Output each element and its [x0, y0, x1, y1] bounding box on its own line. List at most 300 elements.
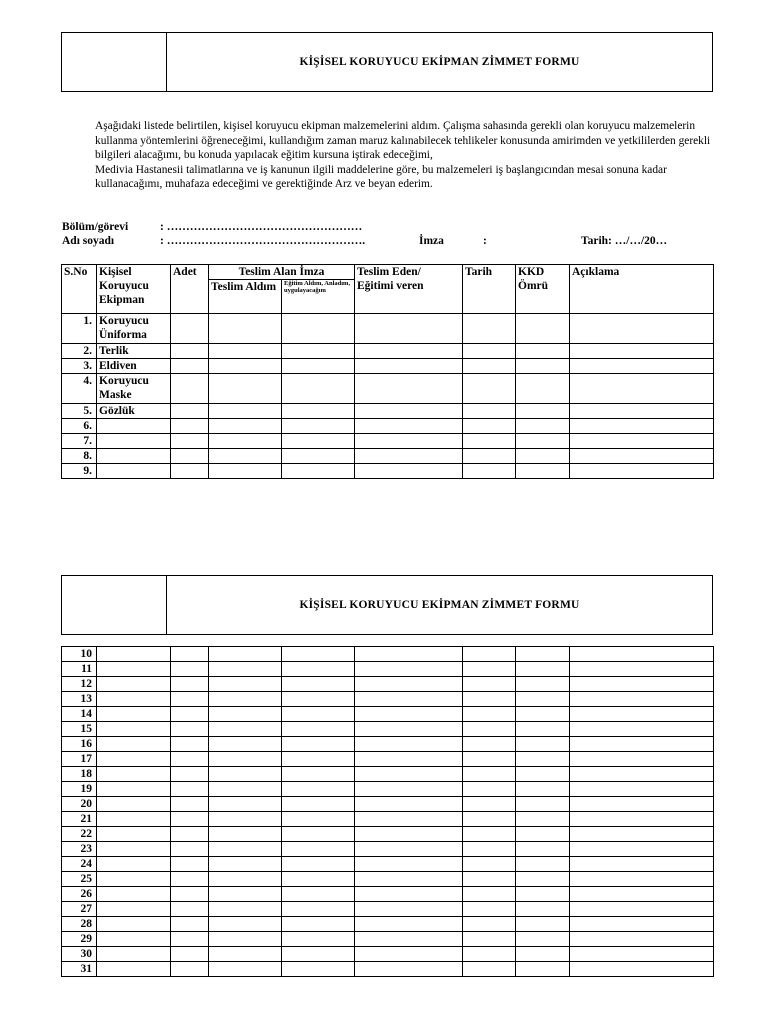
cell-adet[interactable] — [171, 737, 209, 752]
cell-egitim[interactable] — [282, 314, 355, 344]
cell-tarih[interactable] — [463, 449, 516, 464]
cell-aciklama[interactable] — [570, 737, 714, 752]
cell-teslim-aldim[interactable] — [209, 359, 282, 374]
row-number: 11 — [62, 662, 97, 677]
row-number: 31 — [62, 962, 97, 977]
cell-egitim[interactable] — [282, 752, 355, 767]
cell-aciklama[interactable] — [570, 902, 714, 917]
cell-egitim[interactable] — [282, 449, 355, 464]
row-number: 4. — [62, 374, 97, 404]
cell-kkd[interactable] — [516, 917, 570, 932]
table-row — [62, 812, 714, 827]
row-number: 19 — [62, 782, 97, 797]
cell-egitim[interactable] — [282, 842, 355, 857]
cell-teslim-aldim[interactable] — [209, 374, 282, 404]
cell-kkd[interactable] — [516, 707, 570, 722]
cell-egitim[interactable] — [282, 767, 355, 782]
cell-teslim-eden[interactable] — [355, 962, 463, 977]
cell-teslim-eden[interactable] — [355, 842, 463, 857]
cell-egitim[interactable] — [282, 722, 355, 737]
department-value[interactable]: : …………………………………………… — [160, 221, 363, 233]
row-number: 26 — [62, 887, 97, 902]
row-number: 16 — [62, 737, 97, 752]
cell-teslim-aldim[interactable] — [209, 737, 282, 752]
cell-aciklama[interactable] — [570, 662, 714, 677]
cell-teslim-eden[interactable] — [355, 647, 463, 662]
cell-teslim-eden[interactable] — [355, 902, 463, 917]
cell-teslim-eden[interactable] — [355, 767, 463, 782]
cell-kkd[interactable] — [516, 344, 570, 359]
cell-item[interactable] — [97, 797, 171, 812]
cell-adet[interactable] — [171, 782, 209, 797]
cell-teslim-eden[interactable] — [355, 857, 463, 872]
row-number: 27 — [62, 902, 97, 917]
cell-teslim-eden[interactable] — [355, 359, 463, 374]
signature-value[interactable]: : — [483, 235, 487, 247]
cell-adet[interactable] — [171, 857, 209, 872]
cell-teslim-aldim[interactable] — [209, 692, 282, 707]
cell-aciklama[interactable] — [570, 344, 714, 359]
cell-adet[interactable] — [171, 464, 209, 479]
cell-aciklama[interactable] — [570, 647, 714, 662]
cell-tarih[interactable] — [463, 812, 516, 827]
cell-teslim-aldim[interactable] — [209, 797, 282, 812]
row-number: 15 — [62, 722, 97, 737]
cell-item[interactable] — [97, 752, 171, 767]
cell-egitim[interactable] — [282, 827, 355, 842]
cell-aciklama[interactable] — [570, 677, 714, 692]
cell-kkd[interactable] — [516, 449, 570, 464]
cell-egitim[interactable] — [282, 344, 355, 359]
cell-kkd[interactable] — [516, 374, 570, 404]
cell-kkd[interactable] — [516, 887, 570, 902]
cell-aciklama[interactable] — [570, 797, 714, 812]
cell-egitim[interactable] — [282, 812, 355, 827]
cell-item[interactable] — [97, 692, 171, 707]
cell-teslim-aldim[interactable] — [209, 722, 282, 737]
cell-aciklama[interactable] — [570, 917, 714, 932]
cell-kkd[interactable] — [516, 647, 570, 662]
cell-aciklama[interactable] — [570, 812, 714, 827]
cell-tarih[interactable] — [463, 692, 516, 707]
cell-tarih[interactable] — [463, 962, 516, 977]
cell-item[interactable] — [97, 887, 171, 902]
cell-teslim-aldim[interactable] — [209, 434, 282, 449]
cell-tarih[interactable] — [463, 887, 516, 902]
cell-teslim-eden[interactable] — [355, 752, 463, 767]
table-row — [62, 707, 714, 722]
cell-adet[interactable] — [171, 872, 209, 887]
row-number: 18 — [62, 767, 97, 782]
cell-teslim-eden[interactable] — [355, 812, 463, 827]
cell-tarih[interactable] — [463, 857, 516, 872]
cell-teslim-eden[interactable] — [355, 677, 463, 692]
cell-teslim-aldim[interactable] — [209, 752, 282, 767]
cell-teslim-eden[interactable] — [355, 872, 463, 887]
table-row — [62, 962, 714, 977]
cell-teslim-aldim[interactable] — [209, 872, 282, 887]
row-number: 14 — [62, 707, 97, 722]
header-teslim-alan: Teslim Alan İmza — [209, 265, 355, 280]
table-row — [62, 767, 714, 782]
cell-kkd[interactable] — [516, 404, 570, 419]
table-row — [62, 782, 714, 797]
cell-tarih[interactable] — [463, 752, 516, 767]
cell-teslim-aldim[interactable] — [209, 782, 282, 797]
cell-item[interactable] — [97, 722, 171, 737]
cell-teslim-eden[interactable] — [355, 797, 463, 812]
cell-item[interactable] — [97, 857, 171, 872]
signature-label: İmza — [419, 235, 444, 247]
header-sno: S.No — [62, 265, 97, 314]
cell-teslim-aldim[interactable] — [209, 404, 282, 419]
cell-egitim[interactable] — [282, 902, 355, 917]
cell-kkd[interactable] — [516, 827, 570, 842]
row-number: 2. — [62, 344, 97, 359]
cell-adet[interactable] — [171, 344, 209, 359]
cell-kkd[interactable] — [516, 434, 570, 449]
cell-adet[interactable] — [171, 419, 209, 434]
table-row — [62, 947, 714, 962]
cell-aciklama[interactable] — [570, 359, 714, 374]
cell-teslim-eden[interactable] — [355, 947, 463, 962]
cell-adet[interactable] — [171, 314, 209, 344]
cell-tarih[interactable] — [463, 662, 516, 677]
row-item: Eldiven — [97, 359, 171, 374]
cell-tarih[interactable] — [463, 722, 516, 737]
header-adet: Adet — [171, 265, 209, 314]
cell-adet[interactable] — [171, 359, 209, 374]
cell-teslim-eden[interactable] — [355, 374, 463, 404]
form-header — [61, 32, 713, 92]
cell-teslim-aldim[interactable] — [209, 962, 282, 977]
cell-adet[interactable] — [171, 707, 209, 722]
table-row — [62, 314, 714, 344]
cell-kkd[interactable] — [516, 782, 570, 797]
cell-teslim-eden[interactable] — [355, 917, 463, 932]
cell-aciklama[interactable] — [570, 707, 714, 722]
cell-teslim-eden[interactable] — [355, 707, 463, 722]
cell-aciklama[interactable] — [570, 782, 714, 797]
cell-egitim[interactable] — [282, 917, 355, 932]
cell-tarih[interactable] — [463, 782, 516, 797]
cell-egitim[interactable] — [282, 647, 355, 662]
cell-aciklama[interactable] — [570, 887, 714, 902]
cell-tarih[interactable] — [463, 419, 516, 434]
cell-tarih[interactable] — [463, 344, 516, 359]
row-number: 28 — [62, 917, 97, 932]
table-row — [62, 344, 714, 359]
cell-kkd[interactable] — [516, 359, 570, 374]
cell-teslim-aldim[interactable] — [209, 767, 282, 782]
cell-tarih[interactable] — [463, 917, 516, 932]
cell-adet[interactable] — [171, 434, 209, 449]
cell-kkd[interactable] — [516, 872, 570, 887]
cell-egitim[interactable] — [282, 797, 355, 812]
cell-item[interactable] — [97, 932, 171, 947]
cell-item[interactable] — [97, 917, 171, 932]
cell-adet[interactable] — [171, 692, 209, 707]
cell-aciklama[interactable] — [570, 404, 714, 419]
cell-adet[interactable] — [171, 932, 209, 947]
cell-adet[interactable] — [171, 917, 209, 932]
cell-kkd[interactable] — [516, 962, 570, 977]
cell-tarih[interactable] — [463, 404, 516, 419]
cell-teslim-eden[interactable] — [355, 827, 463, 842]
cell-egitim[interactable] — [282, 464, 355, 479]
cell-kkd[interactable] — [516, 932, 570, 947]
cell-teslim-aldim[interactable] — [209, 842, 282, 857]
department-label: Bölüm/görevi — [62, 221, 129, 233]
date-field[interactable]: Tarih: …/…/20… — [581, 235, 668, 247]
cell-teslim-aldim[interactable] — [209, 707, 282, 722]
cell-egitim[interactable] — [282, 737, 355, 752]
cell-item[interactable] — [97, 812, 171, 827]
cell-kkd[interactable] — [516, 722, 570, 737]
cell-egitim[interactable] — [282, 947, 355, 962]
cell-tarih[interactable] — [463, 932, 516, 947]
table-row — [62, 434, 714, 449]
cell-teslim-aldim[interactable] — [209, 314, 282, 344]
cell-aciklama[interactable] — [570, 722, 714, 737]
cell-adet[interactable] — [171, 662, 209, 677]
cell-kkd[interactable] — [516, 314, 570, 344]
cell-aciklama[interactable] — [570, 692, 714, 707]
cell-adet[interactable] — [171, 767, 209, 782]
cell-kkd[interactable] — [516, 767, 570, 782]
cell-item[interactable] — [97, 647, 171, 662]
cell-kkd[interactable] — [516, 812, 570, 827]
cell-tarih[interactable] — [463, 314, 516, 344]
cell-adet[interactable] — [171, 647, 209, 662]
cell-egitim[interactable] — [282, 932, 355, 947]
cell-item[interactable] — [97, 767, 171, 782]
cell-item[interactable] — [97, 737, 171, 752]
name-value[interactable]: : ……………………………………………. — [160, 235, 366, 247]
cell-egitim[interactable] — [282, 404, 355, 419]
row-number: 1. — [62, 314, 97, 344]
cell-aciklama[interactable] — [570, 752, 714, 767]
table-row — [62, 692, 714, 707]
cell-kkd[interactable] — [516, 857, 570, 872]
cell-item[interactable] — [97, 872, 171, 887]
table-row — [62, 872, 714, 887]
cell-item[interactable] — [97, 782, 171, 797]
cell-kkd[interactable] — [516, 842, 570, 857]
cell-tarih[interactable] — [463, 737, 516, 752]
row-number: 30 — [62, 947, 97, 962]
cell-aciklama[interactable] — [570, 827, 714, 842]
row-number: 3. — [62, 359, 97, 374]
cell-tarih[interactable] — [463, 374, 516, 404]
cell-item[interactable] — [97, 827, 171, 842]
cell-teslim-eden[interactable] — [355, 434, 463, 449]
cell-item[interactable] — [97, 902, 171, 917]
cell-tarih[interactable] — [463, 902, 516, 917]
cell-kkd[interactable] — [516, 752, 570, 767]
cell-adet[interactable] — [171, 449, 209, 464]
cell-teslim-aldim[interactable] — [209, 827, 282, 842]
cell-teslim-aldim[interactable] — [209, 464, 282, 479]
table-row — [62, 932, 714, 947]
cell-egitim[interactable] — [282, 962, 355, 977]
cell-tarih[interactable] — [463, 842, 516, 857]
cell-kkd[interactable] — [516, 902, 570, 917]
cell-aciklama[interactable] — [570, 464, 714, 479]
cell-teslim-eden[interactable] — [355, 404, 463, 419]
cell-egitim[interactable] — [282, 419, 355, 434]
cell-tarih[interactable] — [463, 464, 516, 479]
header-teslim-eden: Teslim Eden/ Eğitimi veren — [355, 265, 463, 314]
table-row — [62, 677, 714, 692]
declaration-paragraph-1: Aşağıdaki listede belirtilen, kişisel koruyucu ekipman malzemelerini aldım. Çalışma sahasında gerekli olan koruyucu malzemelerin kullanma yöntemlerini öğreneceğimi, kullandığım zaman maruz kalınabilecek tehlikeler konusunda amirimden ve yetkililerden gerekli bilgileri alacağımı, bu konuda yapılacak eğitim kursuna iştirak edeceğimi, — [95, 120, 711, 162]
header-kkd: KKD Ömrü — [516, 265, 570, 314]
cell-egitim[interactable] — [282, 872, 355, 887]
cell-egitim[interactable] — [282, 782, 355, 797]
cell-aciklama[interactable] — [570, 374, 714, 404]
cell-teslim-eden[interactable] — [355, 932, 463, 947]
cell-teslim-aldim[interactable] — [209, 812, 282, 827]
declaration-text — [62, 119, 712, 192]
equipment-table-continued — [61, 646, 714, 977]
header-aciklama: Açıklama — [570, 265, 714, 314]
cell-aciklama[interactable] — [570, 419, 714, 434]
cell-teslim-aldim[interactable] — [209, 887, 282, 902]
cell-teslim-eden[interactable] — [355, 314, 463, 344]
cell-teslim-eden[interactable] — [355, 662, 463, 677]
cell-teslim-aldim[interactable] — [209, 932, 282, 947]
cell-teslim-aldim[interactable] — [209, 857, 282, 872]
cell-aciklama[interactable] — [570, 872, 714, 887]
cell-egitim[interactable] — [282, 434, 355, 449]
cell-kkd[interactable] — [516, 464, 570, 479]
cell-tarih[interactable] — [463, 359, 516, 374]
cell-teslim-eden[interactable] — [355, 782, 463, 797]
cell-teslim-eden[interactable] — [355, 419, 463, 434]
cell-adet[interactable] — [171, 374, 209, 404]
cell-aciklama[interactable] — [570, 767, 714, 782]
cell-egitim[interactable] — [282, 662, 355, 677]
cell-adet[interactable] — [171, 797, 209, 812]
cell-aciklama[interactable] — [570, 842, 714, 857]
cell-egitim[interactable] — [282, 707, 355, 722]
cell-egitim[interactable] — [282, 359, 355, 374]
cell-teslim-eden[interactable] — [355, 737, 463, 752]
cell-aciklama[interactable] — [570, 314, 714, 344]
cell-egitim[interactable] — [282, 887, 355, 902]
cell-adet[interactable] — [171, 827, 209, 842]
table-row — [62, 419, 714, 434]
cell-kkd[interactable] — [516, 947, 570, 962]
logo-placeholder — [62, 576, 167, 634]
cell-teslim-aldim[interactable] — [209, 677, 282, 692]
row-item: Terlik — [97, 344, 171, 359]
cell-teslim-eden[interactable] — [355, 449, 463, 464]
row-item — [97, 449, 171, 464]
table-row — [62, 647, 714, 662]
cell-teslim-eden[interactable] — [355, 692, 463, 707]
table-row — [62, 842, 714, 857]
cell-teslim-aldim[interactable] — [209, 449, 282, 464]
cell-item[interactable] — [97, 962, 171, 977]
cell-tarih[interactable] — [463, 434, 516, 449]
cell-teslim-eden[interactable] — [355, 722, 463, 737]
cell-item[interactable] — [97, 707, 171, 722]
cell-teslim-aldim[interactable] — [209, 947, 282, 962]
cell-adet[interactable] — [171, 677, 209, 692]
cell-kkd[interactable] — [516, 419, 570, 434]
cell-item[interactable] — [97, 842, 171, 857]
cell-teslim-eden[interactable] — [355, 887, 463, 902]
cell-kkd[interactable] — [516, 797, 570, 812]
cell-adet[interactable] — [171, 404, 209, 419]
cell-tarih[interactable] — [463, 677, 516, 692]
cell-tarih[interactable] — [463, 767, 516, 782]
cell-tarih[interactable] — [463, 797, 516, 812]
cell-teslim-eden[interactable] — [355, 344, 463, 359]
cell-aciklama[interactable] — [570, 857, 714, 872]
table-row — [62, 902, 714, 917]
cell-egitim[interactable] — [282, 857, 355, 872]
cell-teslim-aldim[interactable] — [209, 647, 282, 662]
cell-egitim[interactable] — [282, 692, 355, 707]
cell-tarih[interactable] — [463, 827, 516, 842]
table-row — [62, 464, 714, 479]
row-item: Gözlük — [97, 404, 171, 419]
cell-adet[interactable] — [171, 887, 209, 902]
cell-item[interactable] — [97, 662, 171, 677]
cell-adet[interactable] — [171, 842, 209, 857]
cell-tarih[interactable] — [463, 872, 516, 887]
cell-teslim-aldim[interactable] — [209, 662, 282, 677]
cell-teslim-aldim[interactable] — [209, 917, 282, 932]
cell-adet[interactable] — [171, 902, 209, 917]
cell-adet[interactable] — [171, 962, 209, 977]
cell-tarih[interactable] — [463, 947, 516, 962]
cell-adet[interactable] — [171, 752, 209, 767]
cell-tarih[interactable] — [463, 647, 516, 662]
cell-teslim-aldim[interactable] — [209, 902, 282, 917]
cell-egitim[interactable] — [282, 677, 355, 692]
row-number: 8. — [62, 449, 97, 464]
cell-tarih[interactable] — [463, 707, 516, 722]
cell-teslim-aldim[interactable] — [209, 419, 282, 434]
table-row — [62, 752, 714, 767]
cell-adet[interactable] — [171, 812, 209, 827]
cell-egitim[interactable] — [282, 374, 355, 404]
cell-item[interactable] — [97, 677, 171, 692]
cell-kkd[interactable] — [516, 737, 570, 752]
declaration-paragraph-2: Medivia Hastanesii talimatlarına ve iş kanunun ilgili maddelerine göre, bu malzemeleri iş başlangıcından mesai sonuna kadar kullanacağımı, muhafaza edeceğimi ve gerektiğinde Arz ve beyan ederim. — [95, 163, 667, 191]
cell-teslim-eden[interactable] — [355, 464, 463, 479]
row-number: 21 — [62, 812, 97, 827]
cell-kkd[interactable] — [516, 677, 570, 692]
cell-adet[interactable] — [171, 947, 209, 962]
cell-kkd[interactable] — [516, 692, 570, 707]
cell-kkd[interactable] — [516, 662, 570, 677]
cell-item[interactable] — [97, 947, 171, 962]
cell-aciklama[interactable] — [570, 932, 714, 947]
cell-aciklama[interactable] — [570, 434, 714, 449]
cell-aciklama[interactable] — [570, 962, 714, 977]
row-number: 12 — [62, 677, 97, 692]
cell-teslim-aldim[interactable] — [209, 344, 282, 359]
row-number: 23 — [62, 842, 97, 857]
cell-aciklama[interactable] — [570, 449, 714, 464]
table-row — [62, 359, 714, 374]
cell-aciklama[interactable] — [570, 947, 714, 962]
cell-adet[interactable] — [171, 722, 209, 737]
